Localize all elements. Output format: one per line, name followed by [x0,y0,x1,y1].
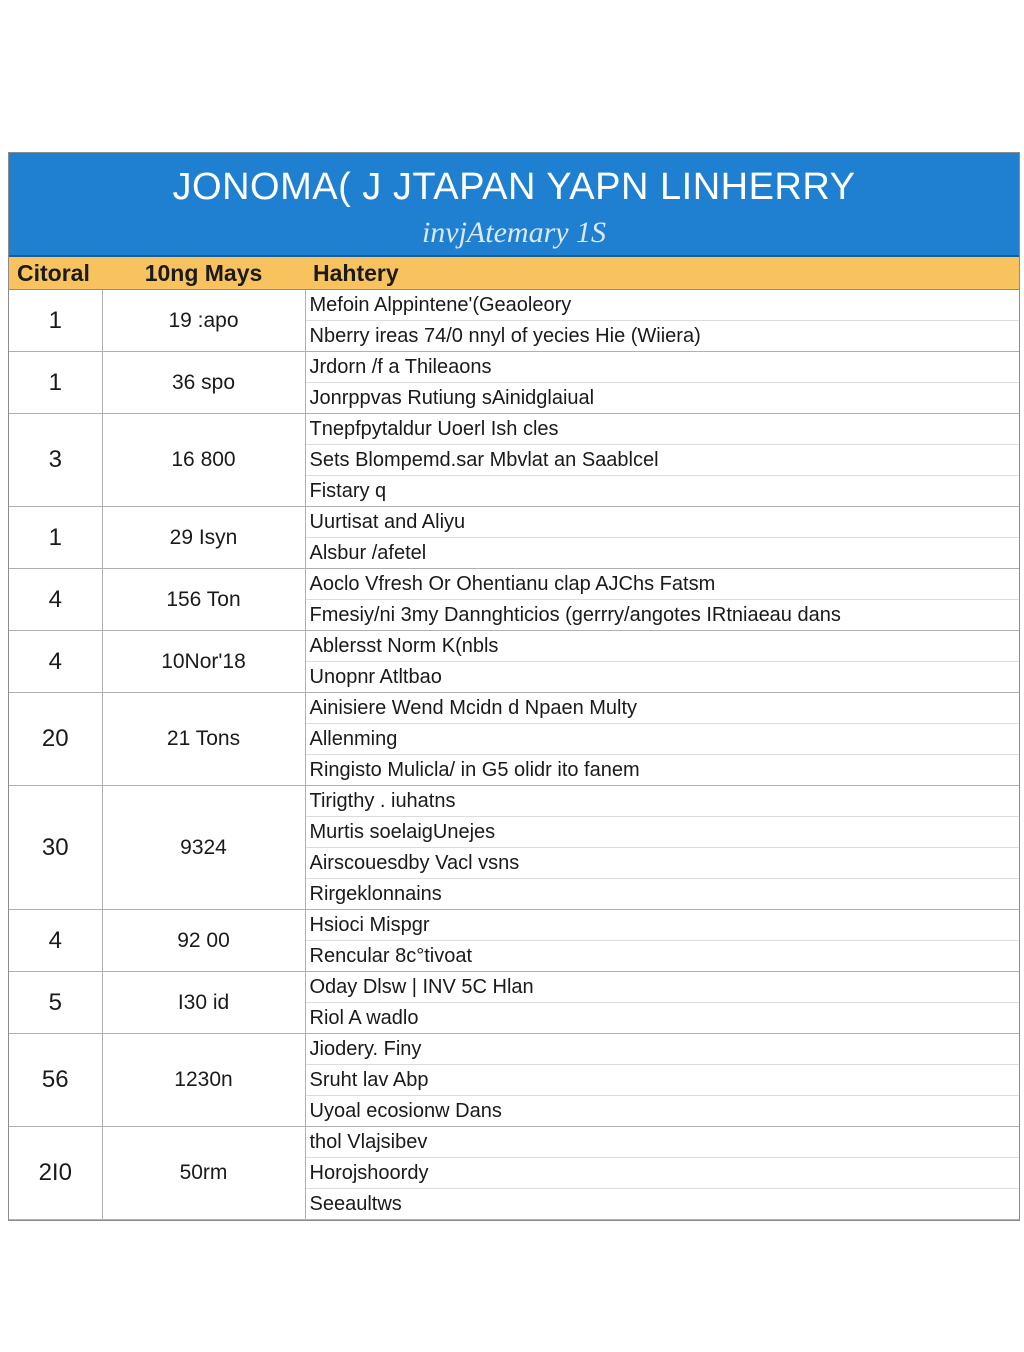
table-row [9,290,1019,352]
row-number: 4 [9,631,102,693]
history-line: Ablersst Norm K(nbls [306,631,1020,662]
row-date: 16 800 [102,414,305,507]
row-number: 1 [9,290,102,352]
history-line: Fistary q [309,480,387,502]
sheet-title: JONOMA( J JTAPAN YAPN LINHERRY [172,166,856,208]
history-line: Tnepfpytaldur Uoerl Ish cles [306,414,1020,445]
history-line: thol Vlajsibev [306,1127,1020,1158]
history-line: Fmesiy/ni 3my Dannghticios (gerrry/angotes IRtniaeau dans [309,604,841,626]
column-header-history: Hahtery [305,257,1019,290]
history-line: Allenming [306,724,1020,755]
history-line: Unopnr Atltbao [309,666,442,688]
row-date: 21 Tons [102,693,305,786]
history-line: Jiodery. Finy [306,1034,1020,1065]
row-number: 4 [9,569,102,631]
history-line: Murtis soelaigUnejes [306,817,1020,848]
history-line: Horojshoordy [306,1158,1020,1189]
column-header-days: 10ng Mays [102,257,305,290]
row-number: 3 [9,414,102,507]
row-history [305,507,1019,569]
history-line: Nberry ireas 74/0 nnyl of yecies Hie (Wiiera) [309,325,701,347]
table-row [9,910,1019,972]
row-date: 36 spo [102,352,305,414]
row-date: 19 :apo [102,290,305,352]
table-row [9,693,1019,786]
itinerary-table [9,257,1019,1220]
row-history [305,1034,1019,1127]
row-history [305,972,1019,1034]
row-date: 92 00 [102,910,305,972]
table-row [9,1034,1019,1127]
row-date: 50rm [102,1127,305,1220]
history-line: Airscouesdby Vacl vsns [306,848,1020,879]
row-history [305,290,1019,352]
row-date: 9324 [102,786,305,910]
table-row [9,1127,1019,1220]
column-header-citoral: Citoral [9,257,102,290]
history-line: Aoclo Vfresh Or Ohentianu clap AJChs Fatsm [306,569,1020,600]
row-date: 10Nor'18 [102,631,305,693]
header-row [9,257,1019,290]
history-line: Uyoal ecosionw Dans [309,1100,502,1122]
history-line: Hsioci Mispgr [306,910,1020,941]
history-line: Rencular 8c°tivoat [309,945,473,967]
row-history [305,1127,1019,1220]
table-row [9,972,1019,1034]
table-row [9,631,1019,693]
itinerary-sheet [8,152,1020,1221]
row-number: 1 [9,507,102,569]
row-number: 30 [9,786,102,910]
table-row [9,786,1019,910]
history-line: Rirgeklonnains [309,883,442,905]
history-line: Jrdorn /f a Thileaons [306,352,1020,383]
row-date: 29 Isyn [102,507,305,569]
row-history [305,414,1019,507]
table-row [9,507,1019,569]
row-date: 156 Ton [102,569,305,631]
history-line: Ringisto Mulicla/ in G5 olidr ito fanem [309,759,640,781]
history-line: Riol A wadlo [309,1007,419,1029]
row-history [305,910,1019,972]
history-line: Mefoin Alppintene'(Geaoleory [306,290,1020,321]
history-line: Alsbur /afetel [309,542,427,564]
history-line: Oday Dlsw | INV 5C Hlan [306,972,1020,1003]
title-banner [9,153,1019,257]
row-date: 1230n [102,1034,305,1127]
row-number: 1 [9,352,102,414]
table-row [9,569,1019,631]
history-line: Uurtisat and Aliyu [306,507,1020,538]
history-line: Seeaultws [309,1193,402,1215]
row-history [305,569,1019,631]
row-number: 2I0 [9,1127,102,1220]
sheet-subtitle: invjAtemary 1S [421,216,607,249]
row-history [305,786,1019,910]
history-line: Ainisiere Wend Mcidn d Npaen Multy [306,693,1020,724]
row-history [305,631,1019,693]
row-number: 56 [9,1034,102,1127]
history-line: Sets Blompemd.sar Mbvlat an Saablcel [306,445,1020,476]
history-line: Tirigthy . iuhatns [306,786,1020,817]
row-number: 20 [9,693,102,786]
row-number: 4 [9,910,102,972]
row-date: I30 id [102,972,305,1034]
history-line: Sruht lav Abp [306,1065,1020,1096]
row-number: 5 [9,972,102,1034]
history-line: Jonrppvas Rutiung sAinidglaiual [309,387,595,409]
table-row [9,352,1019,414]
row-history [305,352,1019,414]
table-body [9,290,1019,1220]
row-history [305,693,1019,786]
table-row [9,414,1019,507]
